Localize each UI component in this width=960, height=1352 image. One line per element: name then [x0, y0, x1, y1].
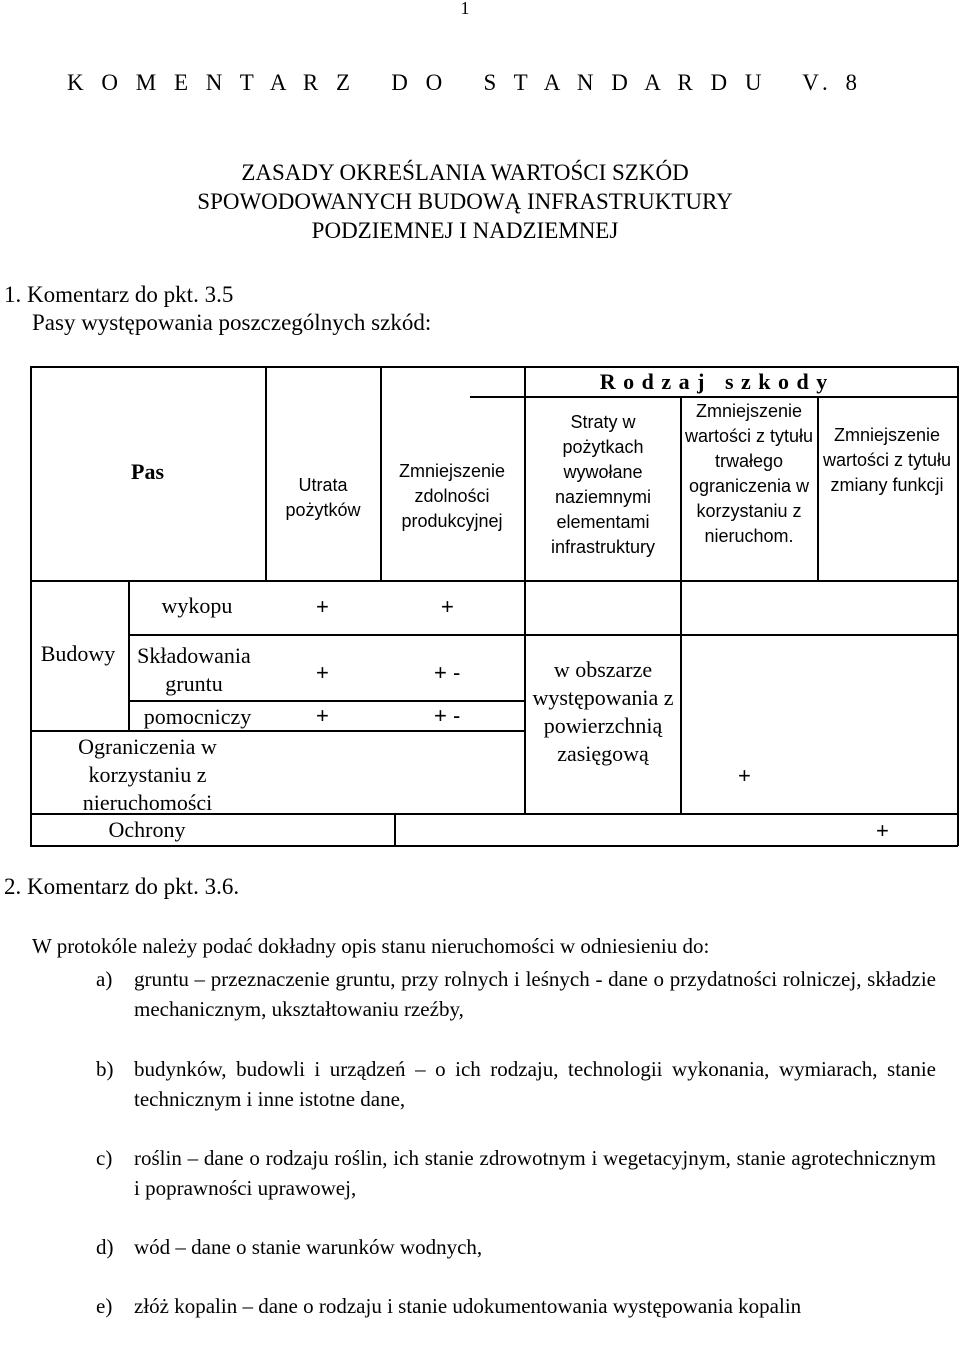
list-item-label: b): [96, 1057, 114, 1081]
section1-heading: 1. Komentarz do pkt. 3.5: [4, 282, 234, 307]
column-straty-w-pozytkach: Straty w pożytkach wywołane naziemnymi elementami infrastruktury: [550, 412, 656, 557]
mark-pomocniczy-utrata: +: [316, 703, 329, 728]
list-item-text: budynków, budowli i urządzeń – o ich rodzaju, technologii wykonania, wymiarach, stanie technicznym i inne istotne dane,: [134, 1057, 936, 1111]
page-number: 1: [460, 0, 470, 18]
list-item: [96, 1291, 936, 1321]
list-item: [96, 1232, 936, 1262]
section2-intro: W protokóle należy podać dokładny opis stanu nieruchomości w odniesieniu do:: [32, 934, 710, 958]
list-item-text: gruntu – przeznaczenie gruntu, przy rolnych i leśnych - dane o przydatności rolniczej, składzie mechanicznym, ukształtowaniu rzeźby,: [134, 967, 936, 1021]
list-item-text: złóż kopalin – dane o rodzaju i stanie udokumentowania występowania kopalin: [134, 1294, 802, 1318]
mark-wykopu-utrata: +: [316, 594, 329, 619]
section2-heading: 2. Komentarz do pkt. 3.6.: [4, 874, 240, 899]
subtitle-line-1: ZASADY OKREŚLANIA WARTOŚCI SZKÓD: [241, 160, 689, 185]
mark-ograniczenia-wartosc: +: [738, 763, 751, 788]
subtitle-line-2: SPOWODOWANYCH BUDOWĄ INFRASTRUKTURY: [197, 189, 733, 214]
row-ograniczenia: Ograniczenia w korzystaniu z nieruchomości: [78, 734, 217, 815]
area-description: w obszarze występowania z powierzchnią zasięgową: [532, 657, 674, 766]
mark-wykopu-zdolnosc: +: [441, 594, 454, 619]
mark-pomocniczy-zdolnosc: + -: [434, 703, 461, 728]
row-budowy: Budowy: [40, 641, 116, 666]
mark-ochrony-funkcja: +: [876, 818, 889, 843]
list-item-text: wód – dane o stanie warunków wodnych,: [134, 1235, 483, 1259]
column-trwale-ograniczenie: Zmniejszenie wartości z tytułu trwałego ograniczenia w korzystaniu z nieruchom.: [684, 401, 814, 546]
subtitle-line-3: PODZIEMNEJ I NADZIEMNEJ: [311, 218, 619, 243]
list-item-label: c): [96, 1146, 113, 1170]
list-item-label: e): [96, 1294, 113, 1318]
column-zmiana-funkcji: Zmniejszenie wartości z tytułu zmiany funkcji: [822, 425, 952, 495]
row-wykopu: wykopu: [161, 593, 233, 618]
mark-skladowania-utrata: +: [316, 660, 329, 685]
list-item: [96, 964, 936, 1024]
list-item-label: a): [96, 967, 113, 991]
header-pas: Pas: [131, 459, 164, 484]
row-pomocniczy: pomocniczy: [143, 704, 252, 729]
column-utrata-pozytkow: Utrata pożytków: [285, 475, 361, 520]
row-ochrony: Ochrony: [108, 817, 186, 842]
list-item: [96, 1143, 936, 1203]
list-item-text: roślin – dane o rodzaju roślin, ich stanie zdrowotnym i wegetacyjnym, stanie agrotechnicznym i poprawności uprawowej,: [134, 1146, 936, 1200]
row-skladowania-gruntu: Składowania gruntu: [137, 643, 251, 696]
mark-skladowania-zdolnosc: + -: [434, 660, 461, 685]
column-zmniejszenie-zdolnosci: Zmniejszenie zdolności produkcyjnej: [398, 461, 506, 531]
list-item: [96, 1054, 936, 1114]
document-title: K O M E N T A R Z D O S T A N D A R D U V. 8: [67, 70, 863, 95]
list-item-label: d): [96, 1235, 114, 1259]
header-rodzaj-szkody: R o d z a j s z k o d y: [599, 369, 829, 394]
section1-intro: Pasy występowania poszczególnych szkód:: [32, 310, 432, 335]
